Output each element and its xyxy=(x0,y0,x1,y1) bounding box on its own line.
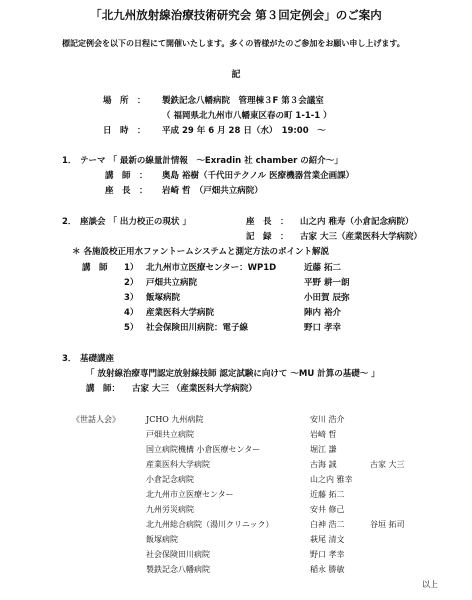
section2-item-name: 近藤 拓二 xyxy=(304,263,341,273)
sewa-name: 安井 修己 xyxy=(310,505,345,514)
section3-course: 「 放射線治療専門認定放射線技師 認定試験に向けて ～MU 計算の基礎～ 」 xyxy=(86,369,380,379)
section2-note: ＊ 各施設校正用水ファントームシステムと測定方法のポイント解説 xyxy=(72,247,329,257)
section1-heading: テーマ 「 最新の線量計情報 ～Exradin 社 chamber の紹介～」 xyxy=(80,156,343,166)
section2-chair: 山之内 稚寿（小倉記念病院） xyxy=(300,217,414,227)
sewa-org: JCHO 九州病院 xyxy=(146,415,204,424)
section2-item-number: 3） xyxy=(124,293,139,303)
sewa-name: 古海 誠 xyxy=(310,460,337,469)
sewa-org: 社会保険田川病院 xyxy=(146,550,210,559)
section2-item-name: 小田賀 辰弥 xyxy=(304,293,350,303)
section3-heading: 基礎講座 xyxy=(80,354,115,364)
section1-number: 1． xyxy=(62,156,77,166)
section2-record: 古家 大三（産業医科大学病院） xyxy=(300,232,422,242)
venue-address: （ 福岡県北九州市八幡東区春の町 1-1-1 ） xyxy=(162,111,332,121)
section3-number: 3． xyxy=(62,354,77,364)
sewa-org: 戸畑共立病院 xyxy=(146,430,194,439)
sewa-org: 九州労災病院 xyxy=(146,505,194,514)
ki-heading: 記 xyxy=(231,70,241,80)
section3-lecturer-label: 講 師： xyxy=(86,384,121,394)
sewa-name: 萩尾 清文 xyxy=(310,535,345,544)
section1-lecturer-label: 講 師 ： xyxy=(105,171,148,181)
sewa-org: 産業医科大学病院 xyxy=(146,460,210,469)
sewa-name: 白神 浩二 xyxy=(310,520,345,529)
section2-item-name: 陣内 裕介 xyxy=(304,308,341,318)
closing-text: 以上 xyxy=(422,580,438,589)
section1-chair: 岩崎 哲 （戸畑共立病院） xyxy=(162,186,263,196)
section2-chair-label: 座 長 ： xyxy=(246,217,289,227)
venue-name: 製鉄記念八幡病院 管理棟３F 第３会議室 xyxy=(162,96,324,106)
sewa-name: 堀江 謙 xyxy=(310,445,337,454)
sewa-org: 飯塚病院 xyxy=(146,535,178,544)
section2-item-org: 社会保険田川病院：電子線 xyxy=(146,323,249,333)
section2-item-org: 戸畑共立病院 xyxy=(146,278,198,288)
section2-item-name: 野口 孝幸 xyxy=(304,323,341,333)
datetime-value: 平成 29 年 6 月 28 日（水） 19:00 ～ xyxy=(162,126,326,136)
section3-lecturer: 古家 大三 （産業医科大学病院） xyxy=(132,384,257,394)
sewa-org: 北九州市立医療センター xyxy=(146,490,234,499)
sewa-org: 製鉄記念八幡病院 xyxy=(146,565,210,574)
section2-record-label: 記 録 ： xyxy=(246,232,289,242)
section2-lecturer-label: 講 師 xyxy=(82,263,108,273)
sewa-name: 近藤 拓二 xyxy=(310,490,345,499)
sewa-name: 山之内 雅幸 xyxy=(310,475,353,484)
venue-label: 場 所 ： xyxy=(103,96,146,106)
section2-number: 2． xyxy=(62,217,77,227)
sewa-name: 野口 孝幸 xyxy=(310,550,345,559)
sewa-name: 安川 浩介 xyxy=(310,415,345,424)
section2-item-number: 2） xyxy=(124,278,139,288)
section2-item-number: 5） xyxy=(124,323,139,333)
sewa-org: 小倉記念病院 xyxy=(146,475,194,484)
section1-chair-label: 座 長 ： xyxy=(105,186,148,196)
datetime-label: 日 時 ： xyxy=(103,126,146,136)
section2-heading: 座談会 「 出力校正の現状 」 xyxy=(80,217,191,227)
sewa-name2: 古家 大三 xyxy=(370,460,405,469)
section2-item-org: 産業医科大学病院 xyxy=(146,308,215,318)
sewa-org: 北九州総合病院（湯川クリニック） xyxy=(146,520,274,529)
sewa-name2: 谷垣 拓司 xyxy=(370,520,405,529)
section2-item-number: 4） xyxy=(124,308,139,318)
sewa-org: 国立病院機構 小倉医療センター xyxy=(146,445,261,454)
sewa-name: 岩崎 哲 xyxy=(310,430,337,439)
section2-item-org: 北九州市立医療センター：WP1D xyxy=(146,263,277,273)
sewa-label: 《世話人会》 xyxy=(72,415,120,424)
page-title: 「北九州放射線治療技術研究会 第３回定例会」のご案内 xyxy=(90,8,382,22)
sewa-name: 稲永 勝敏 xyxy=(310,565,345,574)
section2-item-org: 飯塚病院 xyxy=(146,293,181,303)
section2-item-name: 平野 耕一朗 xyxy=(304,278,350,288)
intro-text: 標記定例会を以下の日程にて開催いたします。多くの皆様がたのご参加をお願い申し上げます。 xyxy=(62,39,405,48)
section1-lecturer: 奥島 裕樹（千代田テクノル 医療機器営業企画課） xyxy=(162,171,355,181)
section2-item-number: 1） xyxy=(124,263,139,273)
